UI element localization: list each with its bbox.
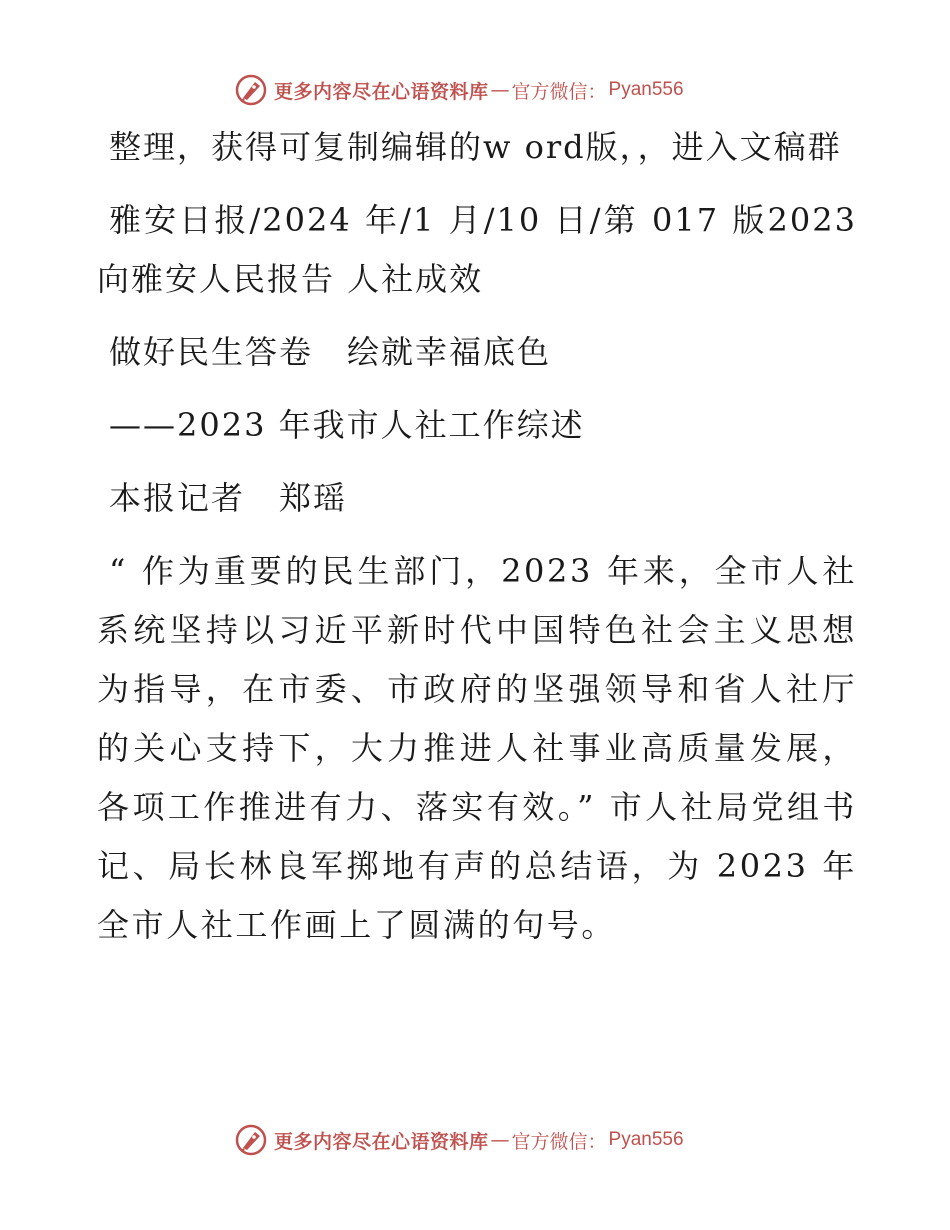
- watermark-separator: —: [490, 79, 510, 101]
- pen-nib-logo-icon: [234, 1123, 268, 1157]
- document-body: [97, 118, 857, 969]
- article-subtitle: ——2023 年我市人社工作综述: [109, 406, 585, 444]
- watermark-site-text: 更多内容尽在心语资料库: [274, 80, 489, 103]
- watermark-site-text: 更多内容尽在心语资料库: [274, 1130, 489, 1153]
- watermark-wechat-id: Pyan556: [608, 79, 684, 100]
- watermark-wechat-label: 官方微信：: [511, 1130, 607, 1153]
- body-paragraph: “ 作为重要的民生部门，2023 年来，全市人社系统坚持以习近平新时代中国特色社会主义思想为指导，在市委、市政府的坚强领导和省人社厅的关心支持下，大力推进人社事业高质量发展，各项工作推进有力、落实有效。” 市人社局党组书记、局长林良军掷地有声的总结语，为 2023 年全市人社工作画上了圆满的句号。: [97, 552, 857, 944]
- watermark-wechat-label: 官方微信：: [511, 80, 607, 103]
- intro-note-paragraph: 整理，获得可复制编辑的w ord版，，进入文稿群: [109, 128, 842, 166]
- pen-nib-logo-icon: [234, 73, 268, 107]
- article-title: 做好民生答卷 绘就幸福底色: [109, 333, 552, 371]
- watermark-separator: —: [490, 1129, 510, 1151]
- watermark-banner-top: [234, 72, 684, 108]
- byline: 本报记者 郑瑶: [109, 479, 348, 517]
- watermark-banner-bottom: [234, 1122, 684, 1158]
- source-line-paragraph: 雅安日报/2024 年/1 月/10 日/第 017 版2023向雅安人民报告 人社成效: [97, 201, 857, 298]
- watermark-wechat-id: Pyan556: [608, 1129, 684, 1150]
